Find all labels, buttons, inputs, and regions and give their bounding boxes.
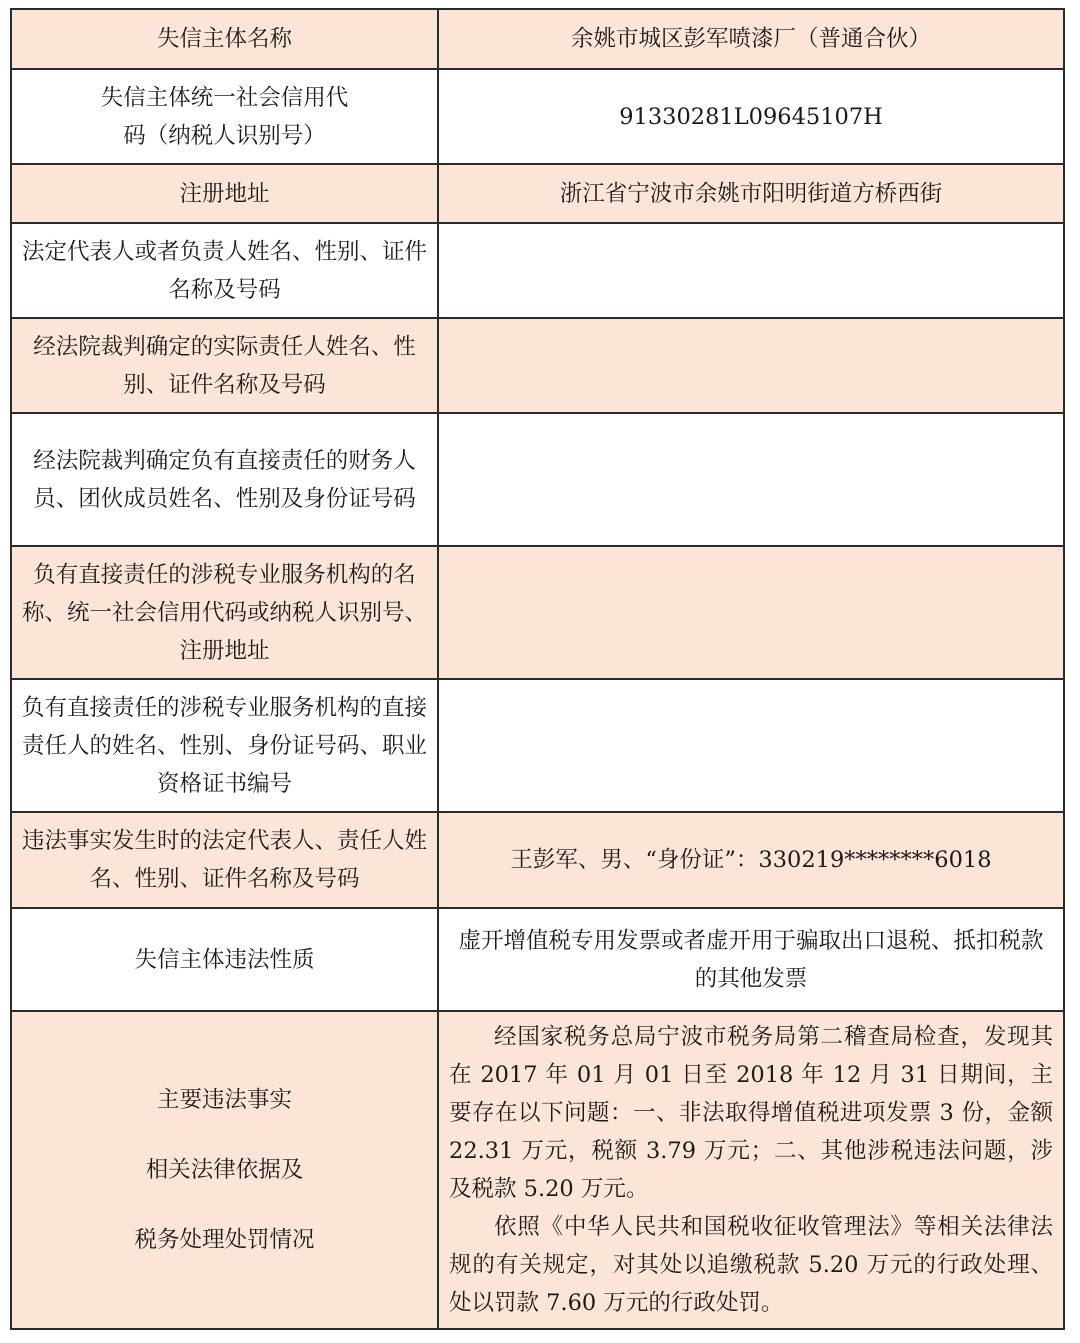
row-value-finance-staff xyxy=(438,413,1064,546)
row-label-representative-at-violation: 违法事实发生时的法定代表人、责任人姓名、性别、证件名称及号码 xyxy=(11,812,438,908)
table-row xyxy=(11,9,1064,69)
table-row xyxy=(11,164,1064,223)
facts-label-line: 税务处理处罚情况 xyxy=(134,1227,315,1253)
row-value-main-facts xyxy=(438,1011,1064,1329)
facts-paragraph: 依照《中华人民共和国税收征收管理法》等相关法律法规的有关规定，对其处以追缴税款 5.20 万元的行政处理、处以罚款 7.60 万元的行政处罚。 xyxy=(449,1214,1053,1316)
row-value-representative-at-violation: 王彭军、男、“身份证”：330219********6018 xyxy=(438,812,1064,908)
facts-paragraph: 经国家税务总局宁波市税务局第二稽查局检查，发现其在 2017 年 01 月 01 日至 2018 年 12 月 31 日期间，主要存在以下问题：一、非法取得增值税进项发票 3 份，金额 22.31 万元，税额 3.79 万元；二、其他涉税违法问题，涉及税款 5.20 万元。 xyxy=(449,1024,1053,1202)
row-label-service-agency: 负有直接责任的涉税专业服务机构的名称、统一社会信用代码或纳税人识别号、注册地址 xyxy=(11,546,438,679)
row-label-entity-name: 失信主体名称 xyxy=(11,9,438,69)
row-value-registered-address: 浙江省宁波市余姚市阳明街道方桥西街 xyxy=(438,164,1064,223)
table-row xyxy=(11,1011,1064,1329)
table-row xyxy=(11,546,1064,679)
row-label-main-facts xyxy=(11,1011,438,1329)
row-value-entity-name: 余姚市城区彭军喷漆厂（普通合伙） xyxy=(438,9,1064,69)
row-label-violation-nature: 失信主体违法性质 xyxy=(11,908,438,1011)
row-label-agency-responsible-person: 负有直接责任的涉税专业服务机构的直接责任人的姓名、性别、身份证号码、职业资格证书编号 xyxy=(11,679,438,812)
row-value-credit-code: 91330281L09645107H xyxy=(438,69,1064,164)
facts-label-line: 相关法律依据及 xyxy=(145,1157,304,1183)
row-label-actual-responsible-person: 经法院裁判确定的实际责任人姓名、性别、证件名称及号码 xyxy=(11,318,438,413)
facts-label-line: 主要违法事实 xyxy=(156,1087,292,1113)
row-value-violation-nature: 虚开增值税专用发票或者虚开用于骗取出口退税、抵扣税款的其他发票 xyxy=(438,908,1064,1011)
table-row xyxy=(11,318,1064,413)
row-value-service-agency xyxy=(438,546,1064,679)
dishonest-taxpayer-table xyxy=(10,8,1065,1330)
table-row xyxy=(11,679,1064,812)
row-value-actual-responsible-person xyxy=(438,318,1064,413)
row-value-legal-representative xyxy=(438,223,1064,318)
table-row xyxy=(11,812,1064,908)
row-label-legal-representative: 法定代表人或者负责人姓名、性别、证件名称及号码 xyxy=(11,223,438,318)
row-value-agency-responsible-person xyxy=(438,679,1064,812)
table-row xyxy=(11,908,1064,1011)
row-label-finance-staff: 经法院裁判确定负有直接责任的财务人员、团伙成员姓名、性别及身份证号码 xyxy=(11,413,438,546)
table-row xyxy=(11,413,1064,546)
table-row xyxy=(11,69,1064,164)
row-label-credit-code: 失信主体统一社会信用代码（纳税人识别号） xyxy=(11,69,438,164)
row-label-registered-address: 注册地址 xyxy=(11,164,438,223)
table-row xyxy=(11,223,1064,318)
